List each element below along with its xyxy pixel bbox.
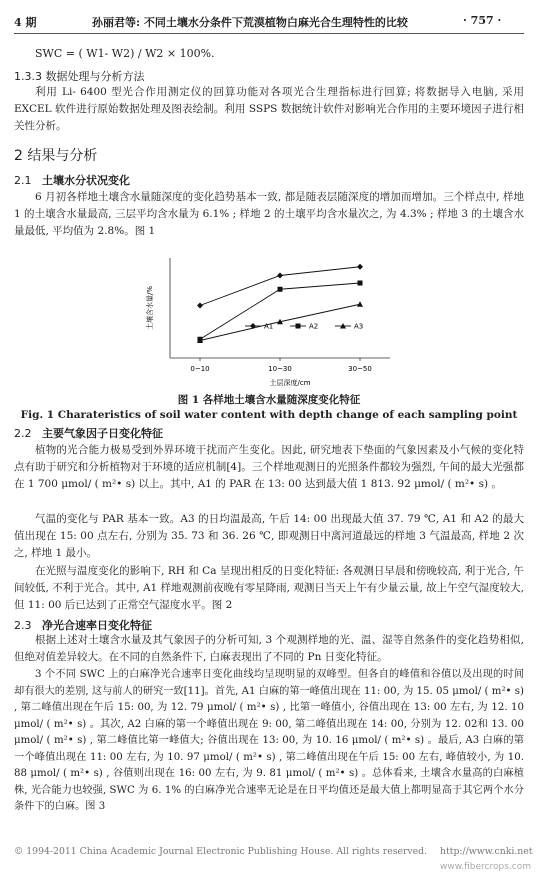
legend-marker-A2: [296, 324, 301, 329]
section-2-2-paragraph-2: 气温的变化与 PAR 基本一致。A3 的日均温最高, 午后 14: 00 出现最大值 37. 79 ℃, A1 和 A2 的最大值出现在 15: 00 点左右, 分别为 35. 73 和 36. 26 ℃, 即观测日中离河道最远的样地 3 气温最高, 样地 2 次之, 样地 1 最小。: [14, 513, 524, 559]
x-tick-label-2: 30~50: [348, 365, 372, 373]
swc-formula: SWC = ( W1- W2) / W2 × 100%.: [35, 47, 215, 60]
section-2-1-heading: [14, 172, 130, 188]
section-2-1-title: 土壤水分状况变化: [42, 174, 130, 187]
header-rule: [14, 33, 524, 34]
section-2-2-paragraph-1: 植物的光合能力极易受到外界环境干扰而产生变化。因此, 研究地表下垫面的气象因素及小气候的变化特点有助于研究和分析植物对于环境的适应机制[4]。三个样地观测日的光照条件都较为强烈, 午间的最大光强都在 1 700 μmol/ ( m²• s) 以上。其中, A1 的 PAR 在 13: 00 达到最大值 1 813. 92 μmol/ ( m²• s) 。: [14, 444, 524, 490]
x-tick-label-0: 0~10: [190, 365, 210, 373]
cnki-url[interactable]: http://www.cnki.net: [440, 846, 533, 857]
section-2-3-paragraph-1: 根据上述对土壤含水量及其气象因子的分析可知, 3 个观测样地的光、温、湿等自然条件的变化趋势相似, 但绝对值差异较大。在不同的自然条件下, 白麻表现出了不同的 Pn 日变化特征。: [14, 634, 524, 663]
point-A1-2: [357, 264, 363, 270]
section-2-3-paragraph-2: 3 个不同 SWC 上的白麻净光合速率日变化曲线均呈现明显的双峰型。但各自的峰值和谷值以及出现的时间却有很大的差别, 这与前人的研究一致[11]。首先, A1 白麻的第一峰值出现在 11: 00, 为 15. 05 μmol/ ( m²• s) , 第二峰值出现在午后 15: 00, 为 12. 79 μmol/ ( m²• s) , 比第一峰值小, 谷值出现在 13: 00 左右, 为 12. 10 μmol/ ( m²• s) 。其次, A2 白麻的第一个峰值出现在 9: 00, 第二峰值出现在 14: 00, 分别为 12. 02和 13. 00 μmol/ ( m²• s) , 第二峰值比第一峰值大; 谷值出现在 13: 00, 为 10. 16 μmol/ ( m²• s) 。最后, A3 白麻的第一个峰值出现在 11: 00 左右, 为 10. 97 μmol/ ( m²• s) , 第二峰值出现在午后 15: 00 左右, 峰值较小, 为 10. 88 μmol/ ( m²• s) , 谷值则出现在 16: 00 左右, 为 9. 81 μmol/ ( m²• s) 。总体看来, 土壤含水量高的白麻植株, 光合能力也较强, SWC 为 6. 1% 的白麻净光合速率无论是在日平均值还是最大值上都明显高于其它两个水分条件下的白麻。图 3: [14, 669, 524, 812]
chart-x-axis-label: 土层深度/cm: [269, 379, 311, 387]
section-2-3-title: 净光合速率日变化特征: [42, 619, 152, 632]
section-2-heading: 2 结果与分析: [14, 148, 98, 164]
page-number: · 757 ·: [463, 14, 502, 27]
legend-label-A2: A2: [309, 322, 319, 331]
section-2-1-number: 2.1: [14, 174, 32, 187]
point-A3-2: [357, 301, 363, 307]
section-2-1-paragraph: 6 月初各样地土壤含水量随深度的变化趋势基本一致, 都是随表层随深度的增加而增加。三个样点中, 样地 1 的土壤含水量最高, 三层平均含水量为 6.1% ; 样地 2 的土壤平均含水量次之, 为 4.3% ; 样地 3 的土壤含水量最低, 平均值为 2.8%。图 1: [14, 191, 524, 237]
section-2-2-heading: [14, 425, 163, 441]
section-2-2-title: 主要气象因子日变化特征: [42, 427, 163, 440]
copyright-footer: [14, 846, 427, 857]
section-1-3-3-paragraph: 利用 Li- 6400 型光合作用测定仪的回算功能对各项光合生理指标进行回算; 将数据导入电脑, 采用 EXCEL 软件进行原始数据处理及图表绘制。利用 SSPS 数据统计软件对影响光合作用的主要环境因子进行相关性分析。: [14, 86, 524, 132]
section-2-3-heading: [14, 617, 152, 633]
copyright-text: © 1994-2011 China Academic Journal Electronic Publishing House. All rights reserved.: [14, 846, 428, 857]
section-2-2-paragraph-3: 在光照与温度变化的影响下, RH 和 Ca 呈现出相反的日变化特征: 各观测日早晨和傍晚较高, 利于光合, 午间较低, 不利于光合。其中, A1 样地观测前夜晚有零星降雨, 观测日当天上午有少量云量, 故上午空气湿度较大, 但 11: 00 后已达到了正常空气湿度水平。图 2: [14, 565, 524, 611]
watermark-text: www.fibercrops.com: [440, 862, 531, 872]
section-1-3-3-heading: 1.3.3 数据处理与分析方法: [14, 70, 145, 83]
x-tick-label-1: 10~30: [268, 365, 292, 373]
chart-y-axis-label: 土壤含水量/%: [146, 285, 154, 330]
issue-number: 4 期: [14, 16, 37, 29]
figure-1-chart: [140, 248, 400, 390]
running-title: 孙丽君等: 不同土壤水分条件下荒漠植物白麻光合生理特性的比较: [92, 16, 408, 29]
point-A1-1: [277, 273, 283, 279]
figure-1-caption-en: Fig. 1 Charateristics of soil water content with depth change of each sampling point: [20, 409, 518, 421]
section-2-2-number: 2.2: [14, 427, 32, 440]
legend-marker-A1: [250, 323, 256, 329]
legend-label-A3: A3: [354, 322, 364, 331]
point-A2-1: [278, 287, 283, 292]
point-A1-0: [197, 303, 203, 309]
section-2-3-number: 2.3: [14, 619, 32, 632]
point-A2-2: [358, 281, 363, 286]
figure-1-caption-cn: 图 1 各样地土壤含水量随深度变化特征: [177, 394, 361, 406]
legend-label-A1: A1: [264, 322, 274, 331]
